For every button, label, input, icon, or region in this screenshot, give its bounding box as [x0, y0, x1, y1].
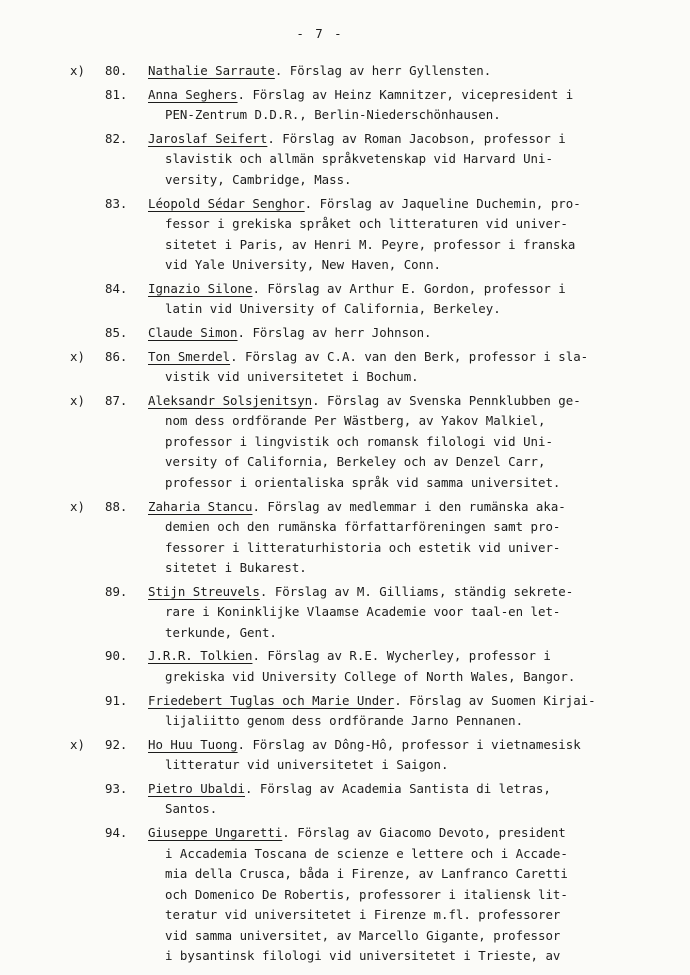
continuation-text: vistik vid universitetet i Bochum. — [165, 369, 419, 385]
entry-first-line — [0, 691, 690, 712]
entry-first-line — [0, 347, 690, 368]
nomination-entry — [0, 823, 690, 967]
page-number: - 7 - — [296, 26, 344, 41]
continuation-text: i bysantinsk filologi vid universitetet i Trieste, av — [165, 948, 561, 964]
entry-continuation-line — [0, 170, 690, 191]
entry-number: 91. — [105, 692, 128, 708]
author-name: Jaroslaf Seifert — [148, 130, 268, 146]
author-name: J.R.R. Tolkien — [148, 648, 253, 664]
entry-text — [148, 497, 660, 518]
entry-continuation-line — [0, 602, 690, 623]
entry-text — [148, 646, 660, 667]
nomination-text: . Förslag av Svenska Pennklubben ge- — [312, 392, 581, 408]
continuation-text: terkunde, Gent. — [165, 624, 277, 640]
nomination-entry — [0, 497, 690, 579]
entry-continuation-line — [0, 411, 690, 432]
continuation-text: Santos. — [165, 801, 218, 817]
entry-number: 85. — [105, 324, 128, 340]
entry-text — [148, 823, 660, 844]
nomination-entry — [0, 646, 690, 687]
continuation-text: grekiska vid University College of North Wales, Bangor. — [165, 668, 576, 684]
entry-first-line — [0, 779, 690, 800]
continuation-text: demien och den rumänska författarföreningen samt pro- — [165, 519, 561, 534]
entry-continuation-line — [0, 558, 690, 579]
entry-continuation-line — [0, 452, 690, 473]
entry-number: 89. — [105, 583, 128, 599]
continuation-text: sitetet i Paris, av Henri M. Peyre, professor i franska — [165, 236, 576, 252]
entry-mark: x) — [70, 736, 85, 752]
entry-first-line — [0, 391, 690, 412]
entry-first-line — [0, 497, 690, 518]
continuation-text: och Domenico De Robertis, professorer i italiensk lit- — [165, 886, 568, 902]
author-name: Zaharia Stancu — [148, 498, 253, 514]
entry-continuation-line — [0, 255, 690, 276]
entry-number: 86. — [105, 348, 128, 364]
nomination-text: . Förslag av herr Johnson. — [237, 324, 432, 340]
nomination-list — [0, 61, 690, 970]
continuation-text: vid Yale University, New Haven, Conn. — [165, 257, 442, 273]
entry-continuation-line — [0, 667, 690, 688]
continuation-text: lijaliitto genom dess ordförande Jarno Pennanen. — [165, 713, 524, 729]
entry-continuation-line — [0, 946, 690, 967]
continuation-text: fessorer i litteraturhistoria och estetik vid univer- — [165, 539, 561, 555]
continuation-text: versity, Cambridge, Mass. — [165, 171, 352, 187]
nomination-text: . Förslag av Giacomo Devoto, president — [282, 825, 566, 841]
continuation-text: sitetet i Bukarest. — [165, 560, 307, 575]
nomination-text: . Förslag av Roman Jacobson, professor i — [267, 130, 566, 146]
entry-continuation-line — [0, 864, 690, 885]
nomination-text: . Förslag av herr Gyllensten. — [274, 63, 492, 78]
entry-number: 82. — [105, 130, 128, 146]
entry-first-line — [0, 279, 690, 300]
entry-continuation-line — [0, 885, 690, 906]
author-name: Nathalie Sarraute — [148, 63, 275, 78]
entry-text — [148, 129, 660, 150]
entry-continuation-line — [0, 711, 690, 732]
entry-mark: x) — [70, 392, 85, 408]
nomination-entry — [0, 691, 690, 732]
entry-continuation-line — [0, 299, 690, 320]
entry-mark: x) — [70, 348, 85, 364]
nomination-text: . Förslag av Arthur E. Gordon, professor i — [252, 280, 566, 296]
nomination-entry — [0, 129, 690, 191]
nomination-text: . Förslag av Suomen Kirjai- — [394, 692, 596, 708]
continuation-text: professor i lingvistik och romansk filologi vid Uni- — [165, 433, 553, 449]
entry-first-line — [0, 823, 690, 844]
entry-first-line — [0, 582, 690, 603]
entry-continuation-line — [0, 105, 690, 126]
author-name: Léopold Sédar Senghor — [148, 195, 305, 211]
nomination-entry — [0, 85, 690, 126]
author-name: Ho Huu Tuong — [148, 736, 238, 752]
nomination-text: . Förslag av C.A. van den Berk, professor i sla- — [230, 348, 589, 364]
author-name: Aleksandr Solsjenitsyn — [148, 392, 313, 408]
nomination-entry — [0, 347, 690, 388]
nomination-text: . Förslag av Heinz Kamnitzer, vicepresident i — [237, 86, 574, 102]
entry-number: 84. — [105, 280, 128, 296]
author-name: Ton Smerdel — [148, 348, 231, 364]
nomination-text: . Förslag av Academia Santista di letras, — [244, 780, 551, 796]
continuation-text: versity of California, Berkeley och av Denzel Carr, — [165, 454, 546, 470]
entry-first-line — [0, 735, 690, 756]
entry-number: 87. — [105, 392, 128, 408]
entry-first-line — [0, 129, 690, 150]
nomination-entry — [0, 391, 690, 494]
entry-text — [148, 779, 660, 800]
entry-number: 90. — [105, 648, 128, 664]
continuation-text: i Accademia Toscana de scienze e lettere och i Accade- — [165, 845, 568, 861]
entry-number: 80. — [105, 63, 128, 78]
author-name: Pietro Ubaldi — [148, 780, 245, 796]
entry-continuation-line — [0, 214, 690, 235]
nomination-entry — [0, 61, 690, 82]
continuation-text: litteratur vid universitetet i Saigon. — [165, 757, 449, 773]
entry-text — [148, 391, 660, 412]
continuation-text: professor i orientaliska språk vid samma universitet. — [165, 474, 561, 490]
entry-text — [148, 323, 660, 344]
entry-continuation-line — [0, 799, 690, 820]
author-name: Ignazio Silone — [148, 280, 253, 296]
entry-number: 88. — [105, 498, 128, 514]
entry-text — [148, 279, 660, 300]
nomination-entry — [0, 779, 690, 820]
entry-continuation-line — [0, 926, 690, 947]
entry-mark: x) — [70, 498, 85, 514]
entry-text — [148, 735, 660, 756]
continuation-text: nom dess ordförande Per Wästberg, av Yakov Malkiel, — [165, 413, 546, 429]
entry-continuation-line — [0, 755, 690, 776]
nomination-entry — [0, 194, 690, 276]
entry-first-line — [0, 646, 690, 667]
author-name: Giuseppe Ungaretti — [148, 825, 283, 841]
entry-number: 93. — [105, 780, 128, 796]
entry-continuation-line — [0, 905, 690, 926]
nomination-text: . Förslag av Dông-Hô, professor i vietnamesisk — [237, 736, 581, 752]
entry-number: 81. — [105, 86, 128, 102]
entry-continuation-line — [0, 538, 690, 559]
author-name: Friedebert Tuglas och Marie Under — [148, 692, 395, 708]
author-name: Stijn Streuvels — [148, 583, 260, 599]
entry-text — [148, 85, 660, 106]
continuation-text: latin vid University of California, Berkeley. — [165, 301, 501, 317]
nomination-text: . Förslag av Jaqueline Duchemin, pro- — [304, 195, 581, 211]
author-name: Claude Simon — [148, 324, 238, 340]
entry-text — [148, 691, 660, 712]
continuation-text: teratur vid universitetet i Firenze m.fl. professorer — [165, 907, 561, 923]
nomination-text: . Förslag av M. Gilliams, ständig sekrete- — [259, 583, 574, 599]
nomination-text: . Förslag av R.E. Wycherley, professor i — [252, 648, 551, 664]
entry-text — [148, 582, 660, 603]
entry-continuation-line — [0, 517, 690, 538]
entry-number: 83. — [105, 195, 128, 211]
entry-first-line — [0, 194, 690, 215]
entry-text — [148, 61, 660, 82]
nomination-entry — [0, 279, 690, 320]
entry-first-line — [0, 61, 690, 82]
continuation-text: rare i Koninklijke Vlaamse Academie voor taal-en let- — [165, 604, 561, 620]
entry-continuation-line — [0, 149, 690, 170]
continuation-text: mia della Crusca, båda i Firenze, av Lanfranco Caretti — [165, 866, 568, 882]
entry-text — [148, 194, 660, 215]
entry-continuation-line — [0, 367, 690, 388]
entry-first-line — [0, 85, 690, 106]
entry-continuation-line — [0, 235, 690, 256]
entry-number: 94. — [105, 825, 128, 841]
nomination-entry — [0, 582, 690, 644]
nomination-text: . Förslag av medlemmar i den rumänska aka- — [252, 498, 566, 514]
entry-continuation-line — [0, 844, 690, 865]
entry-first-line — [0, 323, 690, 344]
continuation-text: vid samma universitet, av Marcello Gigante, professor — [165, 927, 561, 943]
entry-continuation-line — [0, 473, 690, 494]
nomination-entry — [0, 323, 690, 344]
entry-continuation-line — [0, 432, 690, 453]
entry-text — [148, 347, 660, 368]
author-name: Anna Seghers — [148, 86, 238, 102]
continuation-text: fessor i grekiska språket och litteraturen vid univer- — [165, 216, 568, 232]
continuation-text: slavistik och allmän språkvetenskap vid Harvard Uni- — [165, 151, 553, 167]
entry-continuation-line — [0, 623, 690, 644]
entry-mark: x) — [70, 63, 85, 78]
entry-number: 92. — [105, 736, 128, 752]
nomination-entry — [0, 735, 690, 776]
continuation-text: PEN-Zentrum D.D.R., Berlin-Niederschönhausen. — [165, 107, 501, 123]
